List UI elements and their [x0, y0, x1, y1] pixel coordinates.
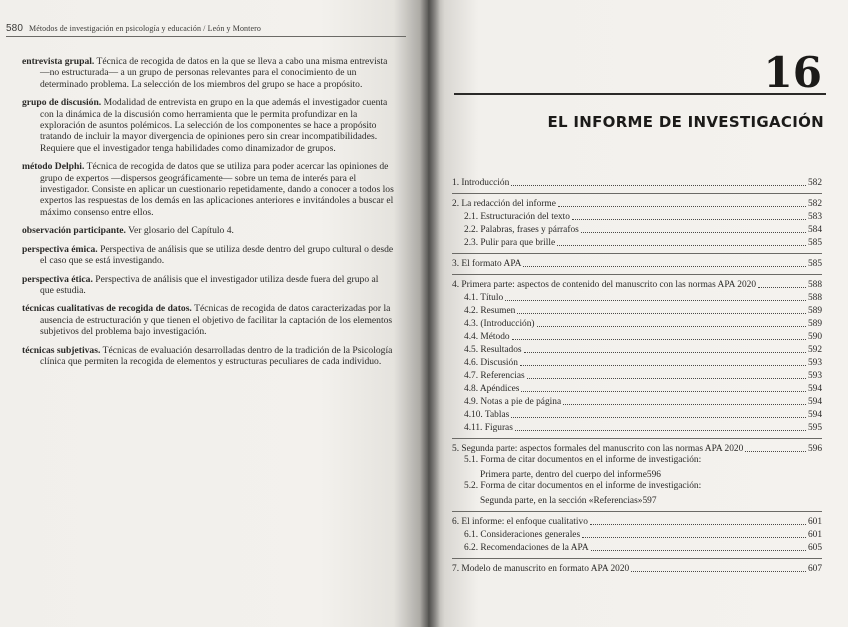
toc-separator: [452, 253, 822, 254]
toc-item: 7. Modelo de manuscrito en formato APA 2020 607: [452, 564, 822, 574]
glossary: [22, 56, 394, 374]
toc-item: 4. Primera parte: aspectos de contenido del manuscrito con las normas APA 2020 588: [452, 280, 822, 290]
glossary-entry: [22, 274, 394, 297]
running-head: [6, 23, 261, 34]
glossary-entry: [22, 225, 394, 236]
glossary-term: entrevista grupal.: [22, 56, 95, 67]
toc-item: 6. El informe: el enfoque cualitativo 601: [452, 517, 822, 527]
toc-subitem: 4.10. Tablas 594: [464, 410, 822, 420]
toc-item: 1. Introducción 582: [452, 178, 822, 188]
toc-subitem-continuation: Segunda parte, en la sección «Referencias» 597: [480, 496, 657, 506]
toc-subitem: 4.2. Resumen 589: [464, 306, 822, 316]
glossary-term: técnicas subjetivas.: [22, 344, 101, 356]
right-page: [428, 0, 848, 627]
table-of-contents: [452, 176, 822, 575]
chapter-number: 16: [763, 48, 822, 97]
glossary-term: método Delphi.: [22, 161, 85, 173]
glossary-entry: [22, 303, 394, 337]
glossary-term: perspectiva émica.: [22, 243, 98, 255]
toc-subitem: 6.1. Consideraciones generales 601: [464, 530, 822, 540]
toc-subitem: 4.3. (Introducción) 589: [464, 319, 822, 329]
toc-separator: [452, 274, 822, 275]
toc-separator: [452, 193, 822, 194]
chapter-rule: [454, 93, 826, 95]
toc-subitem: 4.4. Método 590: [464, 332, 822, 342]
glossary-term: perspectiva ética.: [22, 273, 93, 285]
toc-subitem: 4.5. Resultados 592: [464, 345, 822, 355]
glossary-entry: [22, 244, 394, 267]
toc-subitem: 2.1. Estructuración del texto 583: [464, 212, 822, 222]
toc-item: 3. El formato APA 585: [452, 259, 822, 269]
glossary-definition: Técnica de recogida de datos en la que se lleva a cabo una misma entrevista —no estructurada— a un grupo de personas relevantes para el conocimiento de un determinado problema. La selección de los miembros del grupo se hace a propósito.: [40, 56, 388, 90]
toc-subitem: 4.7. Referencias 593: [464, 371, 822, 381]
glossary-entry: [22, 97, 394, 154]
chapter-title: EL INFORME DE INVESTIGACIÓN: [547, 113, 824, 131]
glossary-entry: [22, 56, 394, 90]
toc-subitem: 4.6. Discusión 593: [464, 358, 822, 368]
toc-subitem: 5.2. Forma de citar documentos en el informe de investigación:: [464, 481, 702, 491]
glossary-definition: Técnicas de recogida de datos caracterizadas por la ausencia de estructuración y que tienen el objetivo de facilitar la captación de los elementos subjetivos del problema bajo investigación.: [40, 303, 393, 338]
toc-item: 5. Segunda parte: aspectos formales del manuscrito con las normas APA 2020 596: [452, 444, 822, 454]
running-head-rule: [6, 36, 406, 37]
toc-subitem-continuation: Primera parte, dentro del cuerpo del informe 596: [480, 470, 661, 480]
toc-separator: [452, 438, 822, 439]
toc-subitem: 6.2. Recomendaciones de la APA 605: [464, 543, 822, 553]
glossary-term: técnicas cualitativas de recogida de datos.: [22, 303, 192, 315]
toc-subitem: 2.3. Pulir para que brille 585: [464, 238, 822, 248]
toc-subitem: 4.11. Figuras 595: [464, 423, 822, 433]
page-number: 580: [6, 23, 23, 34]
toc-subitem: 4.8. Apéndices 594: [464, 384, 822, 394]
glossary-definition: Perspectiva de análisis que el investigador utiliza desde fuera del grupo al que estudia.: [40, 273, 379, 296]
running-head-text: Métodos de investigación en psicología y educación / León y Montero: [29, 24, 261, 33]
toc-subitem: 5.1. Forma de citar documentos en el informe de investigación:: [464, 455, 702, 465]
glossary-definition: Técnicas de evaluación desarrolladas dentro de la tradición de la Psicología clínica que permiten la recogida de elementos y estructuras peculiares de cada individuo.: [40, 344, 393, 367]
glossary-definition: Técnica de recogida de datos que se utiliza para poder acercar las opiniones de grupo de expertos —dispersos geográficamente— sobre un tema de interés para el investigador. Consiste en aplicar un cuestionario repetidamente, dando a conocer a todos los expertos las respuestas de los demás en las aplicaciones anteriores e invitándoles a buscar el máximo consenso entre ellos.: [40, 161, 394, 218]
toc-subitem: 4.9. Notas a pie de página 594: [464, 397, 822, 407]
glossary-entry: [22, 345, 394, 368]
glossary-definition: Modalidad de entrevista en grupo en la que además el investigador cuenta con la dinámica de la discusión como herramienta que le permita profundizar en la exploración de asuntos polémicos. La selección de los componentes se hace a propósito tratando de incluir la mayor divergencia de opiniones pero sin crear incompatibilidades. Requiere que el investigador tenga habilidades como dinamizador de grupos.: [40, 97, 388, 154]
glossary-term: grupo de discusión.: [22, 97, 102, 109]
toc-separator: [452, 558, 822, 559]
toc-subitem: 2.2. Palabras, frases y párrafos 584: [464, 225, 822, 235]
toc-subitem: 4.1. Título 588: [464, 293, 822, 303]
book-gutter-shadow: [420, 0, 440, 627]
toc-item: 2. La redacción del informe 582: [452, 199, 822, 209]
glossary-definition: Ver glosario del Capítulo 4.: [128, 225, 234, 237]
glossary-definition: Perspectiva de análisis que se utiliza desde dentro del grupo cultural o desde el caso que se está investigando.: [40, 243, 394, 267]
toc-separator: [452, 511, 822, 512]
glossary-entry: [22, 161, 394, 218]
glossary-term: observación participante.: [22, 225, 126, 237]
